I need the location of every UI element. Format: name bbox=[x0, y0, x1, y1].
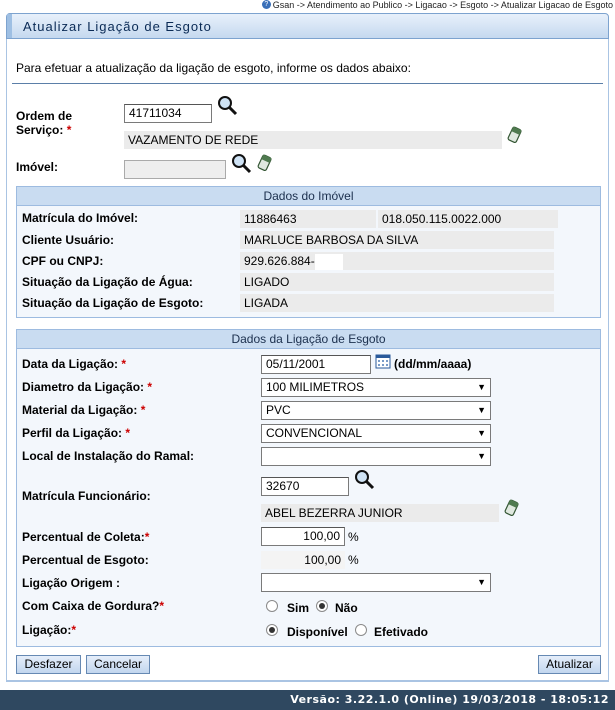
funcionario-input[interactable]: 32670 bbox=[261, 477, 349, 496]
caixa-label bbox=[22, 599, 164, 613]
chevron-down-icon: ▼ bbox=[477, 405, 486, 415]
coleta-label bbox=[22, 530, 149, 544]
chevron-down-icon: ▼ bbox=[477, 451, 486, 461]
ligacao-text: Ligação: bbox=[22, 623, 72, 637]
funcionario-label: Matrícula Funcionário: bbox=[22, 489, 151, 503]
section-title: Dados da Ligação de Esgoto bbox=[17, 330, 600, 349]
diametro-select[interactable] bbox=[261, 378, 491, 397]
data-ligacao-input[interactable]: 05/11/2001 bbox=[261, 355, 371, 374]
search-icon[interactable] bbox=[217, 95, 239, 117]
data-ligacao-label bbox=[22, 357, 126, 371]
matricula-value: 11886463 bbox=[240, 210, 376, 228]
caixa-nao-radio[interactable] bbox=[316, 600, 328, 612]
page-header bbox=[6, 13, 609, 39]
required-mark: * bbox=[147, 380, 153, 394]
cpf-value bbox=[240, 252, 554, 270]
ordem-label-line1: Ordem de bbox=[16, 109, 73, 123]
sit-agua-value: LIGADO bbox=[240, 273, 554, 291]
chevron-down-icon: ▼ bbox=[477, 382, 486, 392]
ordem-input[interactable]: 41711034 bbox=[124, 104, 212, 123]
eraser-icon[interactable] bbox=[507, 125, 523, 145]
required-mark: * bbox=[71, 623, 77, 637]
inscricao-value: 018.050.115.0022.000 bbox=[378, 210, 558, 228]
required-mark: * bbox=[159, 599, 165, 613]
cliente-value: MARLUCE BARBOSA DA SILVA bbox=[240, 231, 554, 249]
page-title: Atualizar Ligação de Esgoto bbox=[23, 19, 212, 34]
intro-text: Para efetuar a atualização da ligação de esgoto, informe os dados abaixo: bbox=[16, 61, 411, 75]
local-label: Local de Instalação do Ramal: bbox=[22, 449, 195, 463]
perfil-text: Perfil da Ligação: bbox=[22, 426, 123, 440]
ordem-label bbox=[16, 109, 72, 137]
ligacao-efetivado-label: Efetivado bbox=[374, 625, 429, 639]
ligacao-disponivel-radio[interactable] bbox=[266, 624, 278, 636]
version-footer: Versão: 3.22.1.0 (Online) 19/03/2018 - 18:05:12 bbox=[0, 690, 615, 710]
calendar-icon[interactable] bbox=[375, 353, 391, 369]
breadcrumb bbox=[0, 0, 615, 10]
ordem-description: VAZAMENTO DE REDE bbox=[124, 131, 502, 149]
local-select[interactable] bbox=[261, 447, 491, 466]
origem-label: Ligação Origem : bbox=[22, 576, 121, 590]
sit-esgoto-label: Situação da Ligação de Esgoto: bbox=[22, 296, 204, 310]
desfazer-button[interactable]: Desfazer bbox=[16, 655, 81, 674]
required-mark: * bbox=[140, 403, 146, 417]
origem-select[interactable] bbox=[261, 573, 491, 592]
diametro-value: 100 MILIMETROS bbox=[266, 380, 365, 394]
required-mark: * bbox=[125, 426, 131, 440]
atualizar-button[interactable]: Atualizar bbox=[538, 655, 601, 674]
help-icon[interactable]: ? bbox=[262, 0, 271, 9]
coleta-text: Percentual de Coleta: bbox=[22, 530, 145, 544]
date-format-hint: (dd/mm/aaaa) bbox=[394, 357, 472, 371]
header-cap bbox=[7, 14, 12, 38]
matricula-label: Matrícula do Imóvel: bbox=[22, 211, 139, 225]
funcionario-nome: ABEL BEZERRA JUNIOR bbox=[261, 504, 499, 522]
ligacao-efetivado-radio[interactable] bbox=[355, 624, 367, 636]
coleta-input[interactable]: 100,00 bbox=[261, 527, 345, 546]
perfil-select[interactable] bbox=[261, 424, 491, 443]
required-mark: * bbox=[144, 530, 150, 544]
imovel-input[interactable] bbox=[124, 160, 226, 179]
percent-sign: % bbox=[348, 553, 359, 567]
required-mark: * bbox=[121, 357, 127, 371]
esgoto-label: Percentual de Esgoto: bbox=[22, 553, 149, 567]
breadcrumb-text: Gsan -> Atendimento ao Publico -> Ligacao -> Esgoto -> Atualizar Ligacao de Esgoto bbox=[272, 0, 613, 10]
perfil-value: CONVENCIONAL bbox=[266, 426, 363, 440]
diametro-text: Diametro da Ligação: bbox=[22, 380, 145, 394]
ordem-label-line2: Serviço: bbox=[16, 123, 64, 137]
separator bbox=[12, 83, 603, 84]
caixa-sim-label: Sim bbox=[287, 601, 310, 615]
ligacao-disponivel-label: Disponível bbox=[287, 625, 348, 639]
chevron-down-icon: ▼ bbox=[477, 577, 486, 587]
esgoto-value: 100,00 bbox=[261, 551, 345, 569]
chevron-down-icon: ▼ bbox=[477, 428, 486, 438]
ligacao-label bbox=[22, 623, 76, 637]
material-text: Material da Ligação: bbox=[22, 403, 138, 417]
section-title: Dados do Imóvel bbox=[17, 187, 600, 206]
diametro-label bbox=[22, 380, 152, 394]
content-bottom-border bbox=[6, 680, 609, 682]
data-ligacao-text: Data da Ligação: bbox=[22, 357, 119, 371]
percent-sign: % bbox=[348, 530, 359, 544]
material-label bbox=[22, 403, 145, 417]
required-mark: * bbox=[66, 123, 72, 137]
caixa-sim-radio[interactable] bbox=[266, 600, 278, 612]
imovel-label: Imóvel: bbox=[16, 160, 59, 174]
sit-esgoto-value: LIGADA bbox=[240, 294, 554, 312]
eraser-icon[interactable] bbox=[504, 498, 520, 518]
redacted-block bbox=[315, 254, 343, 270]
material-select[interactable] bbox=[261, 401, 491, 420]
sit-agua-label: Situação da Ligação de Água: bbox=[22, 275, 193, 289]
search-icon[interactable] bbox=[354, 469, 376, 491]
cliente-label: Cliente Usuário: bbox=[22, 233, 115, 247]
caixa-text: Com Caixa de Gordura? bbox=[22, 599, 160, 613]
caixa-nao-label: Não bbox=[335, 601, 358, 615]
perfil-label bbox=[22, 426, 130, 440]
eraser-icon[interactable] bbox=[257, 153, 273, 173]
search-icon[interactable] bbox=[231, 153, 253, 175]
material-value: PVC bbox=[266, 403, 291, 417]
cpf-label: CPF ou CNPJ: bbox=[22, 254, 104, 268]
cpf-text: 929.626.884- bbox=[244, 254, 315, 268]
cancelar-button[interactable]: Cancelar bbox=[86, 655, 150, 674]
form-content bbox=[6, 39, 609, 680]
